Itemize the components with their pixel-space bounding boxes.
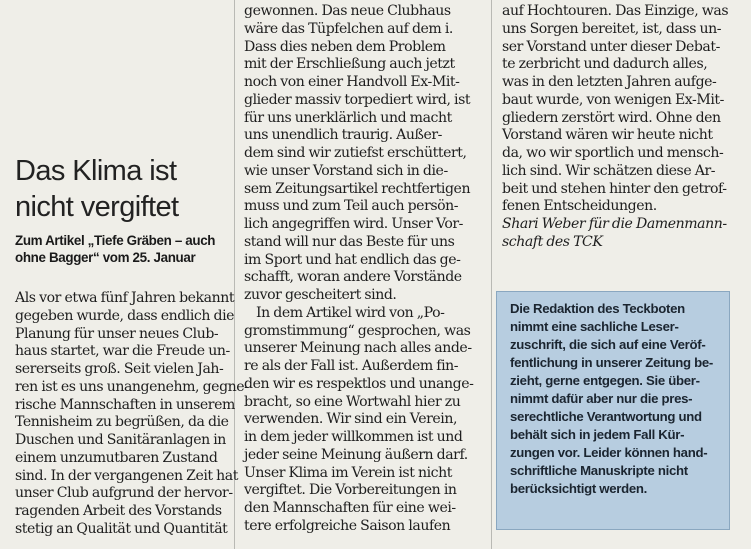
note-line: zieht, gerne entgegen. Sie über- bbox=[510, 373, 700, 388]
text-line: tere erfolgreiche Saison laufen bbox=[244, 517, 451, 534]
text-line: ragenden Arbeit des Vorstands bbox=[15, 503, 222, 519]
text-line: bracht, so eine Wortwahl hier zu bbox=[244, 393, 461, 410]
article-headline bbox=[15, 153, 178, 225]
editorial-note bbox=[510, 300, 713, 498]
signature-line: schaft des TCK bbox=[502, 233, 603, 250]
text-line: dem sind wir zutiefst erschüttert, bbox=[244, 145, 467, 161]
text-line: baut wurde, von wenigen Ex-Mit- bbox=[502, 91, 724, 108]
text-line: zuvor gescheitert sind. bbox=[244, 287, 397, 303]
text-line: ser Vorstand unter dieser Debat- bbox=[502, 38, 720, 55]
text-line: te zerbricht und dadurch alles, bbox=[502, 56, 708, 73]
text-line: den wir es respektlos und unange- bbox=[244, 375, 474, 392]
text-line: Vorstand wären wir heute nicht bbox=[502, 127, 713, 144]
text-line: für uns unerklärlich und macht bbox=[244, 109, 452, 126]
text-line: beit und stehen hinter den getrof- bbox=[502, 180, 727, 197]
text-line: gliedern zerstört wird. Ohne den bbox=[502, 109, 721, 126]
text-line: ren ist es uns unangenehm, gegne- bbox=[15, 378, 249, 395]
text-line: mit der Erschließung auch jetzt bbox=[244, 56, 455, 73]
note-line: fentlichung in unserer Zeitung be- bbox=[510, 355, 714, 370]
text-line: einem unzumutbaren Zustand bbox=[15, 449, 218, 466]
text-line: Duschen und Sanitäranlagen in bbox=[15, 432, 226, 448]
note-line: zuschrift, die sich auf eine Veröf- bbox=[510, 337, 706, 352]
note-line: nimmt eine sachliche Leser- bbox=[510, 319, 679, 334]
text-line: jeder seine Meinung äußern darf. bbox=[244, 446, 468, 463]
text-line: re als der Fall ist. Außerdem fin- bbox=[244, 358, 459, 374]
text-line: uns unendlich traurig. Außer- bbox=[244, 127, 442, 144]
text-line: da, wo wir sportlich und mensch- bbox=[502, 145, 724, 161]
note-line: serechtliche Verantwortung und bbox=[510, 409, 702, 424]
text-line: im Sport und hat endlich das ge- bbox=[244, 251, 461, 268]
note-line: behält sich in jedem Fall Kür- bbox=[510, 427, 685, 442]
text-line: in dem jeder willkommen ist und bbox=[244, 429, 463, 445]
article-column-2 bbox=[244, 3, 473, 536]
text-line: unserer Meinung nach alles ande- bbox=[244, 340, 472, 357]
text-line: Als vor etwa fünf Jahren bekannt bbox=[15, 290, 235, 306]
article-column-3 bbox=[502, 3, 728, 252]
text-line: unser Club aufgrund der hervor- bbox=[15, 485, 233, 502]
text-line: glieder massiv torpediert wird, ist bbox=[244, 91, 471, 108]
text-line: Unser Klima im Verein ist nicht bbox=[244, 464, 452, 481]
text-line: vergiftet. Die Vorbereitungen in bbox=[244, 482, 457, 499]
text-line: sind. In der vergangenen Zeit hat bbox=[15, 467, 238, 484]
note-line: schriftliche Manuskripte nicht bbox=[510, 463, 688, 478]
text-line: lich sind. Wir schätzen diese Ar- bbox=[502, 162, 716, 179]
text-line: noch von einer Handvoll Ex-Mit- bbox=[244, 74, 460, 90]
text-line: In dem Artikel wird von „Po- bbox=[256, 304, 445, 321]
text-line: verwenden. Wir sind ein Verein, bbox=[244, 411, 458, 428]
text-line: wäre das Tüpfelchen auf dem i. bbox=[244, 20, 453, 37]
text-line: Dass dies neben dem Problem bbox=[244, 38, 446, 55]
article-subheadline bbox=[15, 232, 215, 266]
text-line: stetig an Qualität und Quantität bbox=[15, 520, 228, 537]
text-line: was in den letzten Jahren aufge- bbox=[502, 74, 717, 90]
text-line: wie unser Vorstand sich in die- bbox=[244, 162, 448, 179]
text-line: sererseits groß. Seit vielen Jah- bbox=[15, 361, 224, 377]
text-line: Tennisheim zu begrüßen, da die bbox=[15, 414, 229, 431]
signature-line: Shari Weber für die Damenmann- bbox=[502, 216, 727, 232]
subheadline-line: ohne Bagger“ vom 25. Januar bbox=[15, 250, 196, 265]
text-line: rische Mannschaften in unserem bbox=[15, 396, 235, 413]
text-line: haus startet, war die Freude un- bbox=[15, 343, 230, 360]
headline-line: Das Klima ist bbox=[15, 155, 177, 187]
text-line: gewonnen. Das neue Clubhaus bbox=[244, 3, 451, 19]
text-line: stand will nur das Beste für uns bbox=[244, 233, 455, 250]
text-line: gegeben wurde, dass endlich die bbox=[15, 307, 235, 324]
note-line: zungen vor. Leider können hand- bbox=[510, 445, 708, 460]
text-line: schafft, woran andere Vorstände bbox=[244, 269, 462, 286]
note-line: Die Redaktion des Teckboten bbox=[510, 301, 685, 316]
text-line: auf Hochtouren. Das Einzige, was bbox=[502, 3, 729, 19]
article-column-1 bbox=[15, 290, 248, 539]
text-line: lich angegriffen wird. Unser Vor- bbox=[244, 216, 463, 232]
text-line: den Mannschaften für eine wei- bbox=[244, 500, 456, 516]
text-line: muss und zum Teil auch persön- bbox=[244, 198, 459, 215]
text-line: uns Sorgen bereitet, ist, dass un- bbox=[502, 20, 722, 37]
text-line: sem Zeitungsartikel rechtfertigen bbox=[244, 180, 471, 197]
text-line: Planung für unser neues Club- bbox=[15, 325, 219, 342]
column-divider-right bbox=[491, 0, 492, 549]
note-line: berücksichtigt werden. bbox=[510, 481, 648, 496]
text-line: gromstimmung“ gesprochen, was bbox=[244, 322, 471, 339]
note-line: nimmt dafür aber nur die pres- bbox=[510, 391, 693, 406]
headline-line: nicht vergiftet bbox=[15, 191, 179, 223]
text-line: fenen Entscheidungen. bbox=[502, 198, 657, 215]
subheadline-line: Zum Artikel „Tiefe Gräben – auch bbox=[15, 233, 216, 248]
